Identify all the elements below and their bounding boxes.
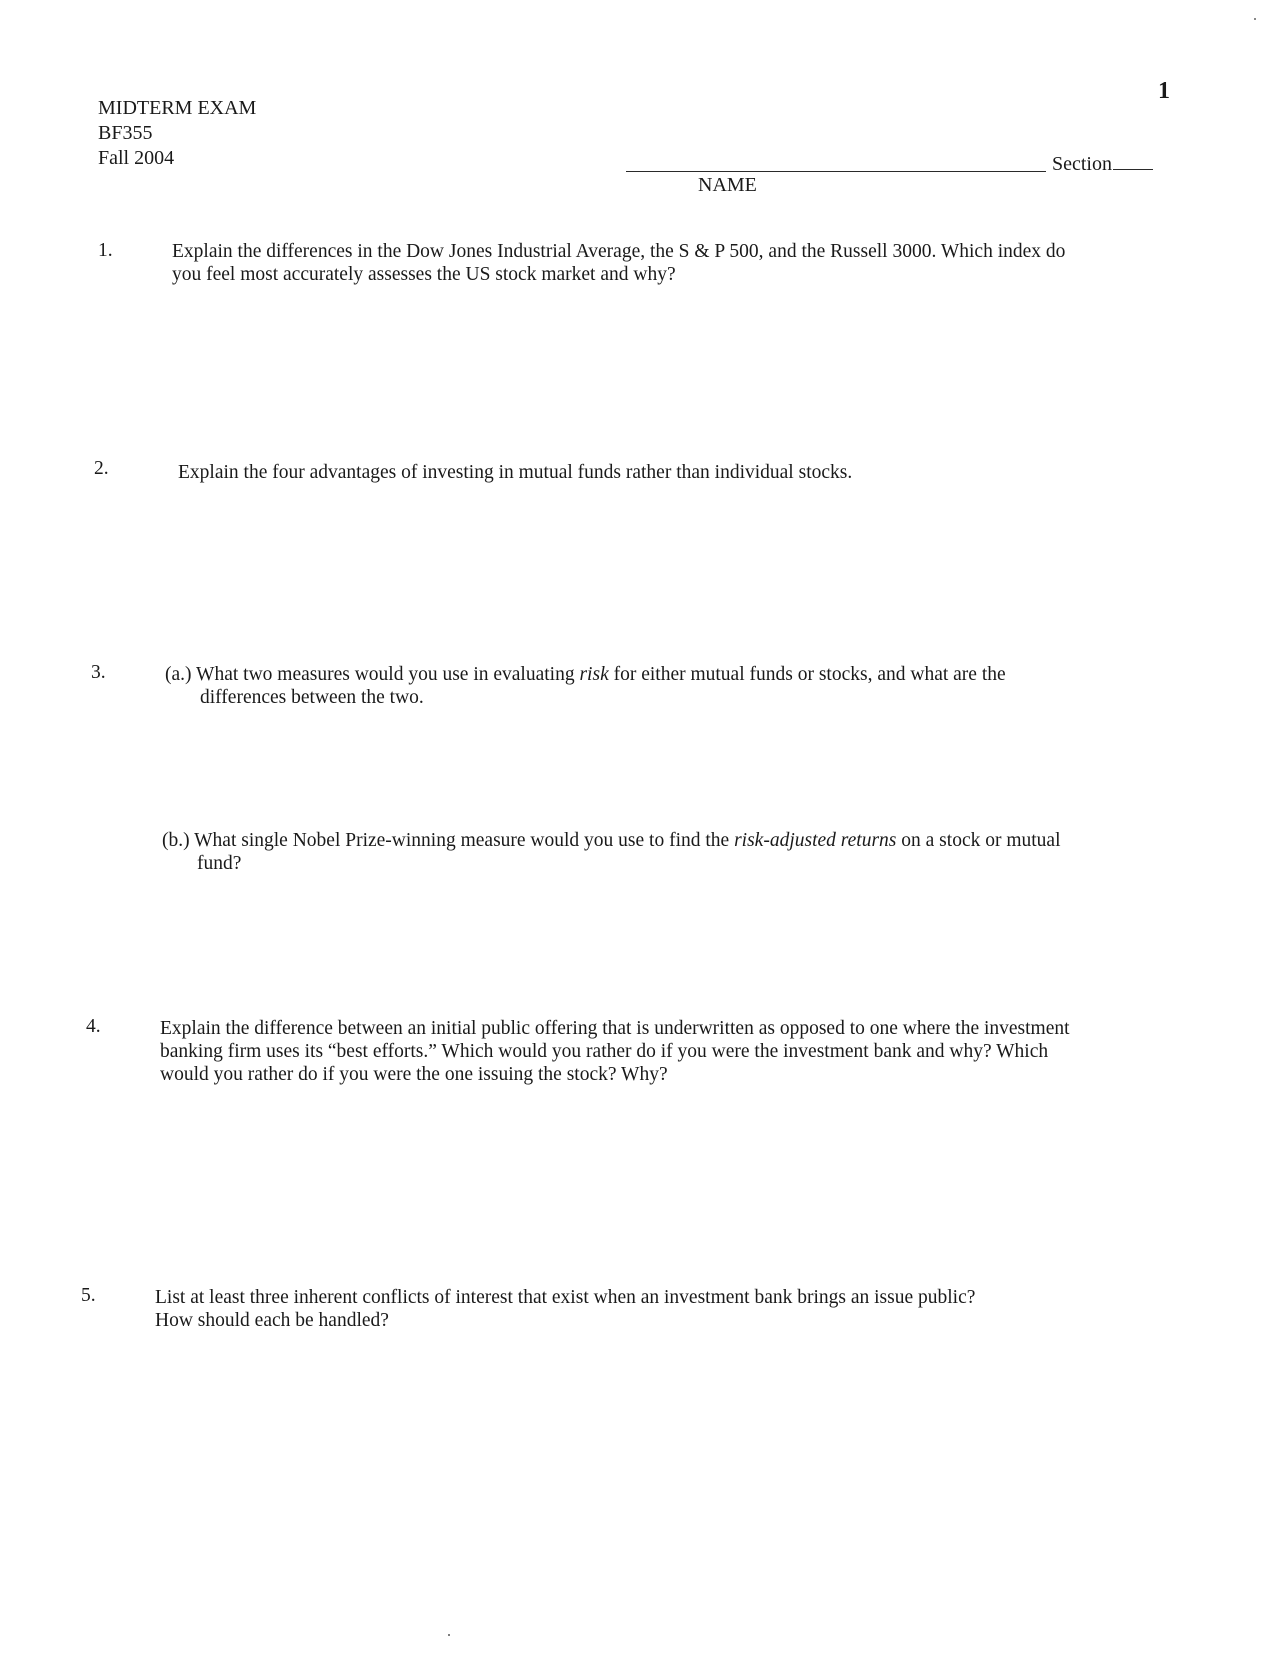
question-3a-emphasis: risk	[579, 664, 609, 685]
question-4-line-1: Explain the difference between an initial public offering that is underwritten as opposed to one where the investment	[160, 1018, 1070, 1039]
question-3a-text-end: for either mutual funds or stocks, and what are the	[608, 664, 1006, 685]
question-1-number: 1.	[98, 240, 113, 261]
exam-term: Fall 2004	[98, 147, 175, 169]
section-field	[1052, 153, 1153, 176]
section-input-line[interactable]	[1113, 169, 1153, 170]
section-label: Section	[1052, 153, 1112, 175]
question-3a	[165, 663, 1006, 709]
question-2-line-1: Explain the four advantages of investing in mutual funds rather than individual stocks.	[178, 462, 853, 483]
question-5	[155, 1286, 975, 1332]
question-5-line-1: List at least three inherent conflicts of interest that exist when an investment bank brings an issue public?	[155, 1287, 976, 1308]
question-3a-line-2: differences between the two.	[200, 687, 424, 708]
question-1-line-2: you feel most accurately assesses the US stock market and why?	[172, 264, 676, 285]
question-5-line-2: How should each be handled?	[155, 1310, 389, 1331]
question-3b-emphasis: risk-adjusted returns	[734, 830, 897, 851]
question-2-number: 2.	[94, 458, 109, 479]
question-3-number: 3.	[91, 662, 106, 683]
question-4	[160, 1017, 1070, 1086]
question-3a-text-start: What two measures would you use in evaluating	[191, 664, 580, 685]
question-3b-line-2: fund?	[197, 853, 242, 874]
question-5-number: 5.	[81, 1285, 96, 1306]
question-3b-text-end: on a stock or mutual	[896, 830, 1061, 851]
question-3a-line-1	[165, 663, 1006, 686]
question-4-line-2: banking firm uses its “best efforts.” Which would you rather do if you were the investment bank and why? Which	[160, 1041, 1049, 1062]
course-code: BF355	[98, 122, 153, 144]
question-3b	[162, 829, 1061, 875]
question-4-line-3: would you rather do if you were the one issuing the stock? Why?	[160, 1064, 668, 1085]
exam-header	[98, 96, 256, 171]
exam-title: MIDTERM EXAM	[98, 97, 257, 119]
page-number: 1	[1158, 78, 1170, 104]
name-input-line[interactable]	[626, 171, 1046, 172]
question-3b-text-start: What single Nobel Prize-winning measure would you use to find the	[189, 830, 735, 851]
question-4-number: 4.	[86, 1016, 101, 1037]
question-1	[172, 240, 1065, 286]
question-1-line-1: Explain the differences in the Dow Jones Industrial Average, the S & P 500, and the Russell 3000. Which index do	[172, 241, 1066, 262]
question-3b-prefix: (b.)	[162, 830, 190, 851]
question-3b-line-1	[162, 829, 1061, 852]
scan-speck-bottom	[448, 1634, 450, 1636]
question-2	[178, 461, 852, 484]
scan-speck	[1254, 18, 1256, 20]
question-3a-prefix: (a.)	[165, 664, 192, 685]
name-label: NAME	[698, 174, 757, 196]
